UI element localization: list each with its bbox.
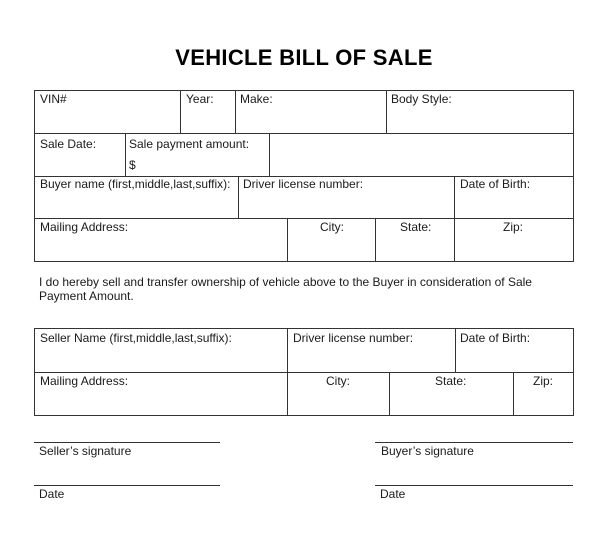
seller-name-label: Seller Name (first,middle,last,suffix): (40, 331, 232, 345)
seller-state-field[interactable] (390, 373, 513, 415)
body-style-label: Body Style: (391, 92, 452, 106)
sale-date-field[interactable] (35, 134, 125, 176)
body-style-field[interactable] (387, 91, 573, 133)
seller-signature-label: Seller’s signature (39, 444, 132, 458)
buyer-mailing-address-field[interactable] (35, 219, 287, 261)
buyer-dob-label: Date of Birth: (460, 177, 531, 191)
buyer-state-field[interactable] (376, 219, 454, 261)
buyer-signature-label: Buyer’s signature (381, 444, 474, 458)
make-label: Make: (240, 92, 273, 106)
buyer-city-label: City: (320, 220, 344, 234)
seller-date-line[interactable] (34, 485, 220, 486)
vin-label: VIN# (40, 92, 67, 106)
seller-zip-field[interactable] (514, 373, 573, 415)
seller-city-field[interactable] (288, 373, 389, 415)
sale-payment-amount-label: Sale payment amount: (129, 137, 250, 151)
seller-name-field[interactable] (35, 329, 287, 372)
vehicle-buyer-form (34, 90, 574, 262)
buyer-date-label: Date (380, 487, 406, 501)
seller-dob-field[interactable] (456, 329, 573, 372)
seller-form (34, 328, 574, 416)
buyer-city-field[interactable] (288, 219, 375, 261)
seller-zip-label: Zip: (533, 374, 554, 388)
sale-payment-value-field[interactable] (270, 134, 573, 176)
buyer-mailing-address-label: Mailing Address: (40, 220, 129, 234)
buyer-zip-label: Zip: (503, 220, 524, 234)
currency-symbol: $ (129, 158, 136, 172)
buyer-state-label: State: (400, 220, 432, 234)
buyer-date-line[interactable] (375, 485, 573, 486)
seller-driver-license-field[interactable] (288, 329, 455, 372)
seller-signature-line[interactable] (34, 442, 220, 443)
vin-field[interactable] (35, 91, 180, 133)
seller-mailing-address-field[interactable] (35, 373, 287, 415)
seller-dob-label: Date of Birth: (460, 331, 531, 345)
seller-mailing-address-label: Mailing Address: (40, 374, 129, 388)
seller-date-label: Date (39, 487, 65, 501)
transfer-statement: I do hereby sell and transfer ownership of vehicle above to the Buyer in consideration of Sale Payment Amount. (39, 275, 532, 303)
year-field[interactable] (181, 91, 235, 133)
buyer-driver-license-field[interactable] (239, 177, 454, 218)
sale-payment-amount-field[interactable] (126, 134, 269, 176)
page-title: VEHICLE BILL OF SALE (175, 45, 433, 70)
buyer-name-field[interactable] (35, 177, 238, 218)
seller-city-label: City: (326, 374, 350, 388)
buyer-zip-field[interactable] (455, 219, 573, 261)
seller-driver-license-label: Driver license number: (293, 331, 414, 345)
buyer-dob-field[interactable] (455, 177, 573, 218)
make-field[interactable] (236, 91, 386, 133)
year-label: Year: (186, 92, 214, 106)
buyer-driver-license-label: Driver license number: (243, 177, 364, 191)
seller-state-label: State: (435, 374, 467, 388)
buyer-name-label: Buyer name (first,middle,last,suffix): (40, 177, 231, 191)
buyer-signature-line[interactable] (375, 442, 573, 443)
sale-date-label: Sale Date: (40, 137, 97, 151)
